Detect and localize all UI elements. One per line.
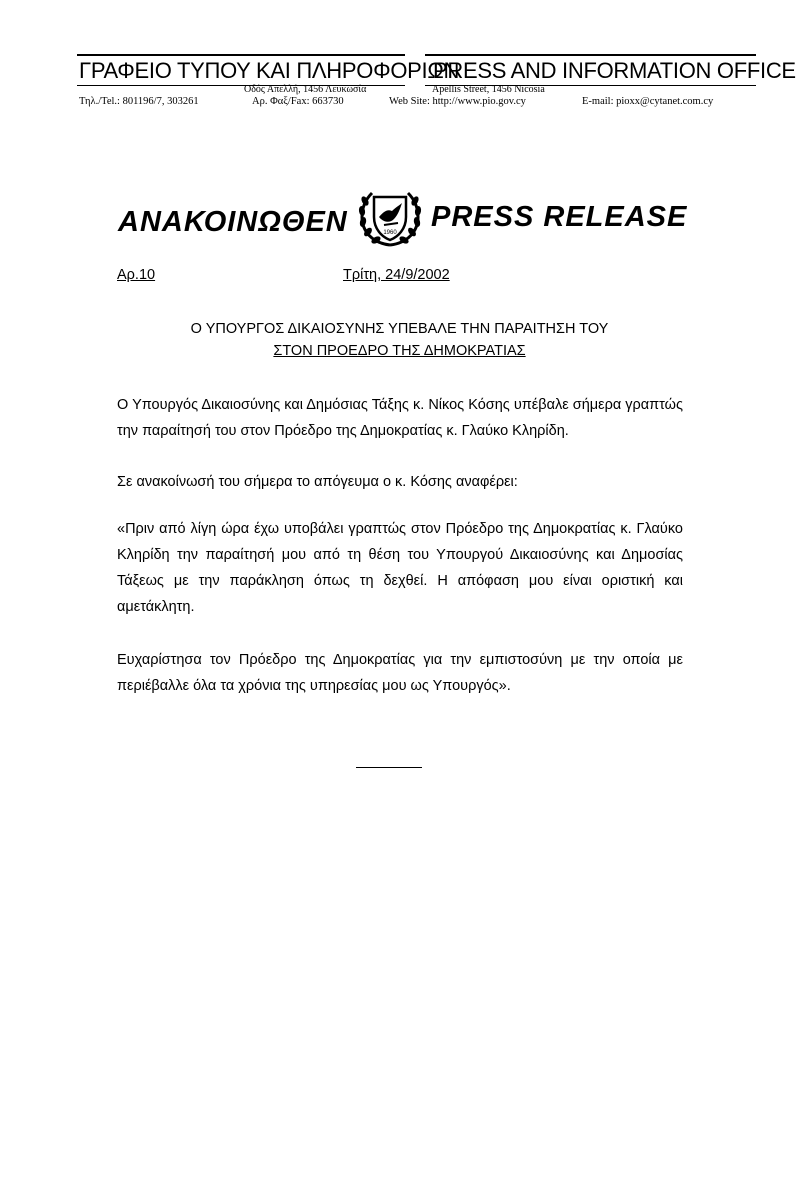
banner-english: PRESS RELEASE — [431, 201, 688, 233]
heading-line-2: ΣΤΟΝ ΠΡΟΕΔΡΟ ΤΗΣ ΔΗΜΟΚΡΑΤΙΑΣ — [273, 343, 526, 359]
heading-line-1: Ο ΥΠΟΥΡΓΟΣ ΔΙΚΑΙΟΣΥΝΗΣ ΥΠΕΒΑΛΕ ΤΗΝ ΠΑΡΑΙΤΗΣΗ ΤΟΥ — [190, 321, 609, 337]
letterhead-email: E-mail: pioxx@cytanet.com.cy — [582, 96, 714, 107]
letterhead-english-title: PRESS AND INFORMATION OFFICE — [425, 54, 756, 86]
letterhead-fax: Αρ. Φαξ/Fax: 663730 — [252, 96, 344, 107]
letterhead-greek-address: Οδός Απελλή, 1456 Λευκωσία — [244, 84, 367, 95]
body-paragraph-2: Σε ανακοίνωσή του σήμερα το απόγευμα ο κ. Κόσης αναφέρει: — [117, 474, 518, 490]
cyprus-coat-of-arms-icon — [354, 187, 426, 249]
release-number: Αρ.10 — [117, 267, 156, 283]
body-paragraph-1: Ο Υπουργός Δικαιοσύνης και Δημόσιας Τάξης κ. Νίκος Κόσης υπέβαλε σήμερα γραπτώς την παραίτησή του στον Πρόεδρο της Δημοκρατίας κ. Γλαύκο Κληρίδη. — [117, 397, 683, 439]
svg-text:1960: 1960 — [383, 230, 397, 236]
letterhead-english-address: Apellis Street, 1456 Nicosia — [432, 84, 545, 95]
body-paragraph-3: «Πριν από λίγη ώρα έχω υποβάλει γραπτώς στον Πρόεδρο της Δημοκρατίας κ. Γλαύκο Κληρίδη την παραίτησή μου από τη θέση του Υπουργού Δικαιοσύνης και Δημοσίας Τάξεως με την παράκληση όπως τη δεχθεί. Η απόφαση μου είναι οριστική και αμετάκλητη. — [117, 521, 683, 615]
release-heading — [117, 318, 682, 362]
end-rule — [356, 767, 422, 768]
letterhead-greek-title: ΓΡΑΦΕΙΟ ΤΥΠΟΥ ΚΑΙ ΠΛΗΡΟΦΟΡΙΩΝ — [77, 54, 405, 86]
release-date: Τρίτη, 24/9/2002 — [343, 267, 450, 283]
letterhead-telephone: Τηλ./Tel.: 801196/7, 303261 — [79, 96, 199, 107]
body-paragraph-4: Ευχαρίστησα τον Πρόεδρο της Δημοκρατίας για την εμπιστοσύνη με την οποία με περιέβαλλε όλα τα χρόνια της υπηρεσίας μου ως Υπουργός». — [117, 652, 683, 694]
letterhead-website: Web Site: http://www.pio.gov.cy — [389, 96, 526, 107]
banner-greek: ΑΝΑΚΟΙΝΩΘΕΝ — [118, 206, 348, 238]
